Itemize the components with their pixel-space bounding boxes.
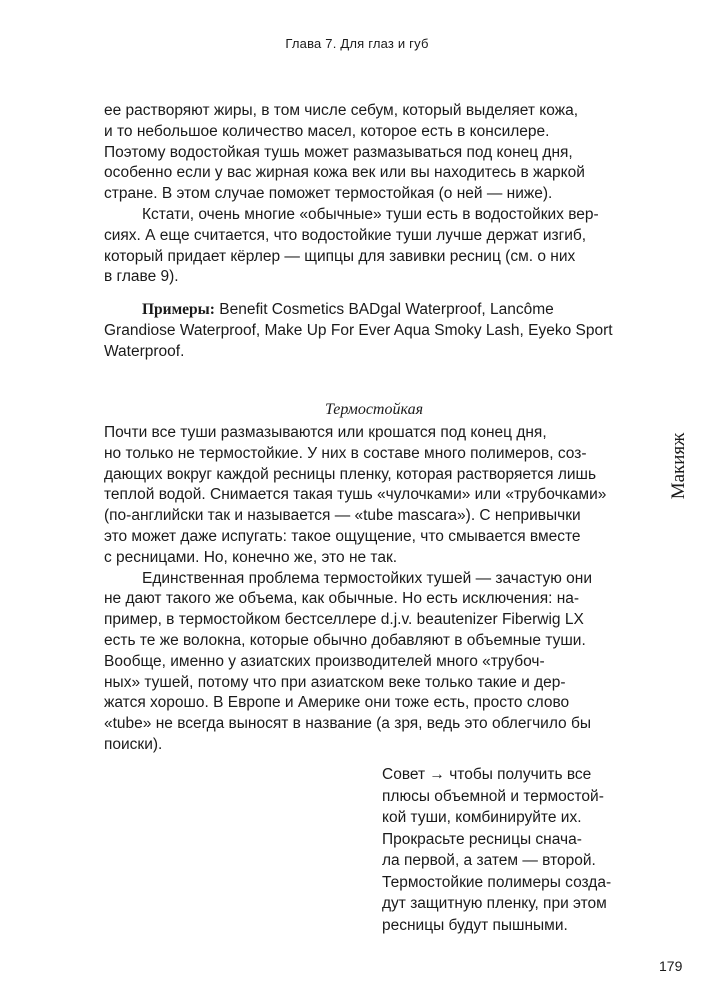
text-line: дающих вокруг каждой ресницы пленку, которая растворяется лишь <box>104 465 597 483</box>
examples-line <box>104 300 644 321</box>
tip-line: ресницы будут пышными. <box>382 916 568 934</box>
text-line: Кстати, очень многие «обычные» туши есть в водостойких вер- <box>142 205 599 223</box>
text-line: это может даже испугать: такое ощущение, что смывается вместе <box>104 527 581 545</box>
text-line: «tube» не всегда выносят в название (а зря, ведь это облегчило бы <box>104 715 591 733</box>
tip-line: ла первой, а затем — второй. <box>382 852 596 869</box>
examples-text: Benefit Cosmetics BADgal Waterproof, Lancôme <box>214 301 554 318</box>
text-line: Единственная проблема термостойких тушей — зачастую они <box>142 569 592 587</box>
text-line: Вообще, именно у азиатских производителей много «трубоч- <box>104 652 545 670</box>
text-line: жатся хорошо. В Европе и Америке они тоже есть, просто слово <box>104 694 570 712</box>
tip-line: Совет → чтобы получить все <box>382 766 592 783</box>
text-line: и то небольшое количество масел, которое есть в консилере. <box>104 122 550 140</box>
text-line: в главе 9). <box>104 268 179 286</box>
text-line: с ресницами. Но, конечно же, это не так. <box>104 548 398 566</box>
tip-box <box>382 764 652 936</box>
text-line: ных» тушей, потому что при азиатском веке только такие и дер- <box>104 673 566 691</box>
text-line: Почти все туши размазываются или крошатся под конец дня, <box>104 424 547 441</box>
text-line: который придает кёрлер — щипцы для завивки ресниц (см. о них <box>104 247 576 265</box>
paragraph-block-thermo <box>104 423 644 756</box>
text-line: но только не термостойкие. У них в составе много полимеров, соз- <box>104 444 587 462</box>
tip-line: кой туши, комбинируйте их. <box>382 809 582 826</box>
tip-line: дут защитную пленку, при этом <box>382 895 607 912</box>
page-number: 179 <box>659 958 683 974</box>
text-line: сиях. А еще считается, что водостойкие туши лучше держат изгиб, <box>104 226 587 244</box>
text-line: теплой водой. Снимается такая тушь «чулочками» или «трубочками» <box>104 486 607 504</box>
chapter-side-label <box>666 418 692 514</box>
tip-line: Прокрасьте ресницы снача- <box>382 830 582 848</box>
text-line: не дают такого же объема, как обычные. Но есть исключения: на- <box>104 590 580 608</box>
section-title: Термостойкая <box>324 401 423 418</box>
examples-line: Waterproof. <box>104 342 185 360</box>
text-line: (по-английски так и называется — «tube mascara»). С непривычки <box>104 507 581 525</box>
paragraph-block-waterproof <box>104 101 644 288</box>
text-line: ее растворяют жиры, в том числе себум, который выделяет кожа, <box>104 102 579 119</box>
text-line: Поэтому водостойкая тушь может размазываться под конец дня, <box>104 143 573 161</box>
text-line: пример, в термостойком бестселлере d.j.v. beautenizer Fiberwig LX <box>104 611 584 629</box>
examples-block <box>104 300 644 362</box>
text-line: стране. В этом случае поможет термостойкая (о ней — ниже). <box>104 185 553 203</box>
examples-line: Grandiose Waterproof, Make Up For Ever Aqua Smoky Lash, Eyeko Sport <box>104 321 613 339</box>
text-line: есть те же волокна, которые обычно добавляют в объемные туши. <box>104 631 586 649</box>
running-header: Глава 7. Для глаз и губ <box>285 36 429 51</box>
tip-line: плюсы объемной и термостой- <box>382 787 604 805</box>
side-label-text: Макияж <box>668 432 689 500</box>
tip-line: Термостойкие полимеры созда- <box>382 873 612 891</box>
text-line: поиски). <box>104 735 163 753</box>
text-line: особенно если у вас жирная кожа век или вы находитесь в жаркой <box>104 164 585 182</box>
examples-label: Примеры: <box>142 301 215 318</box>
